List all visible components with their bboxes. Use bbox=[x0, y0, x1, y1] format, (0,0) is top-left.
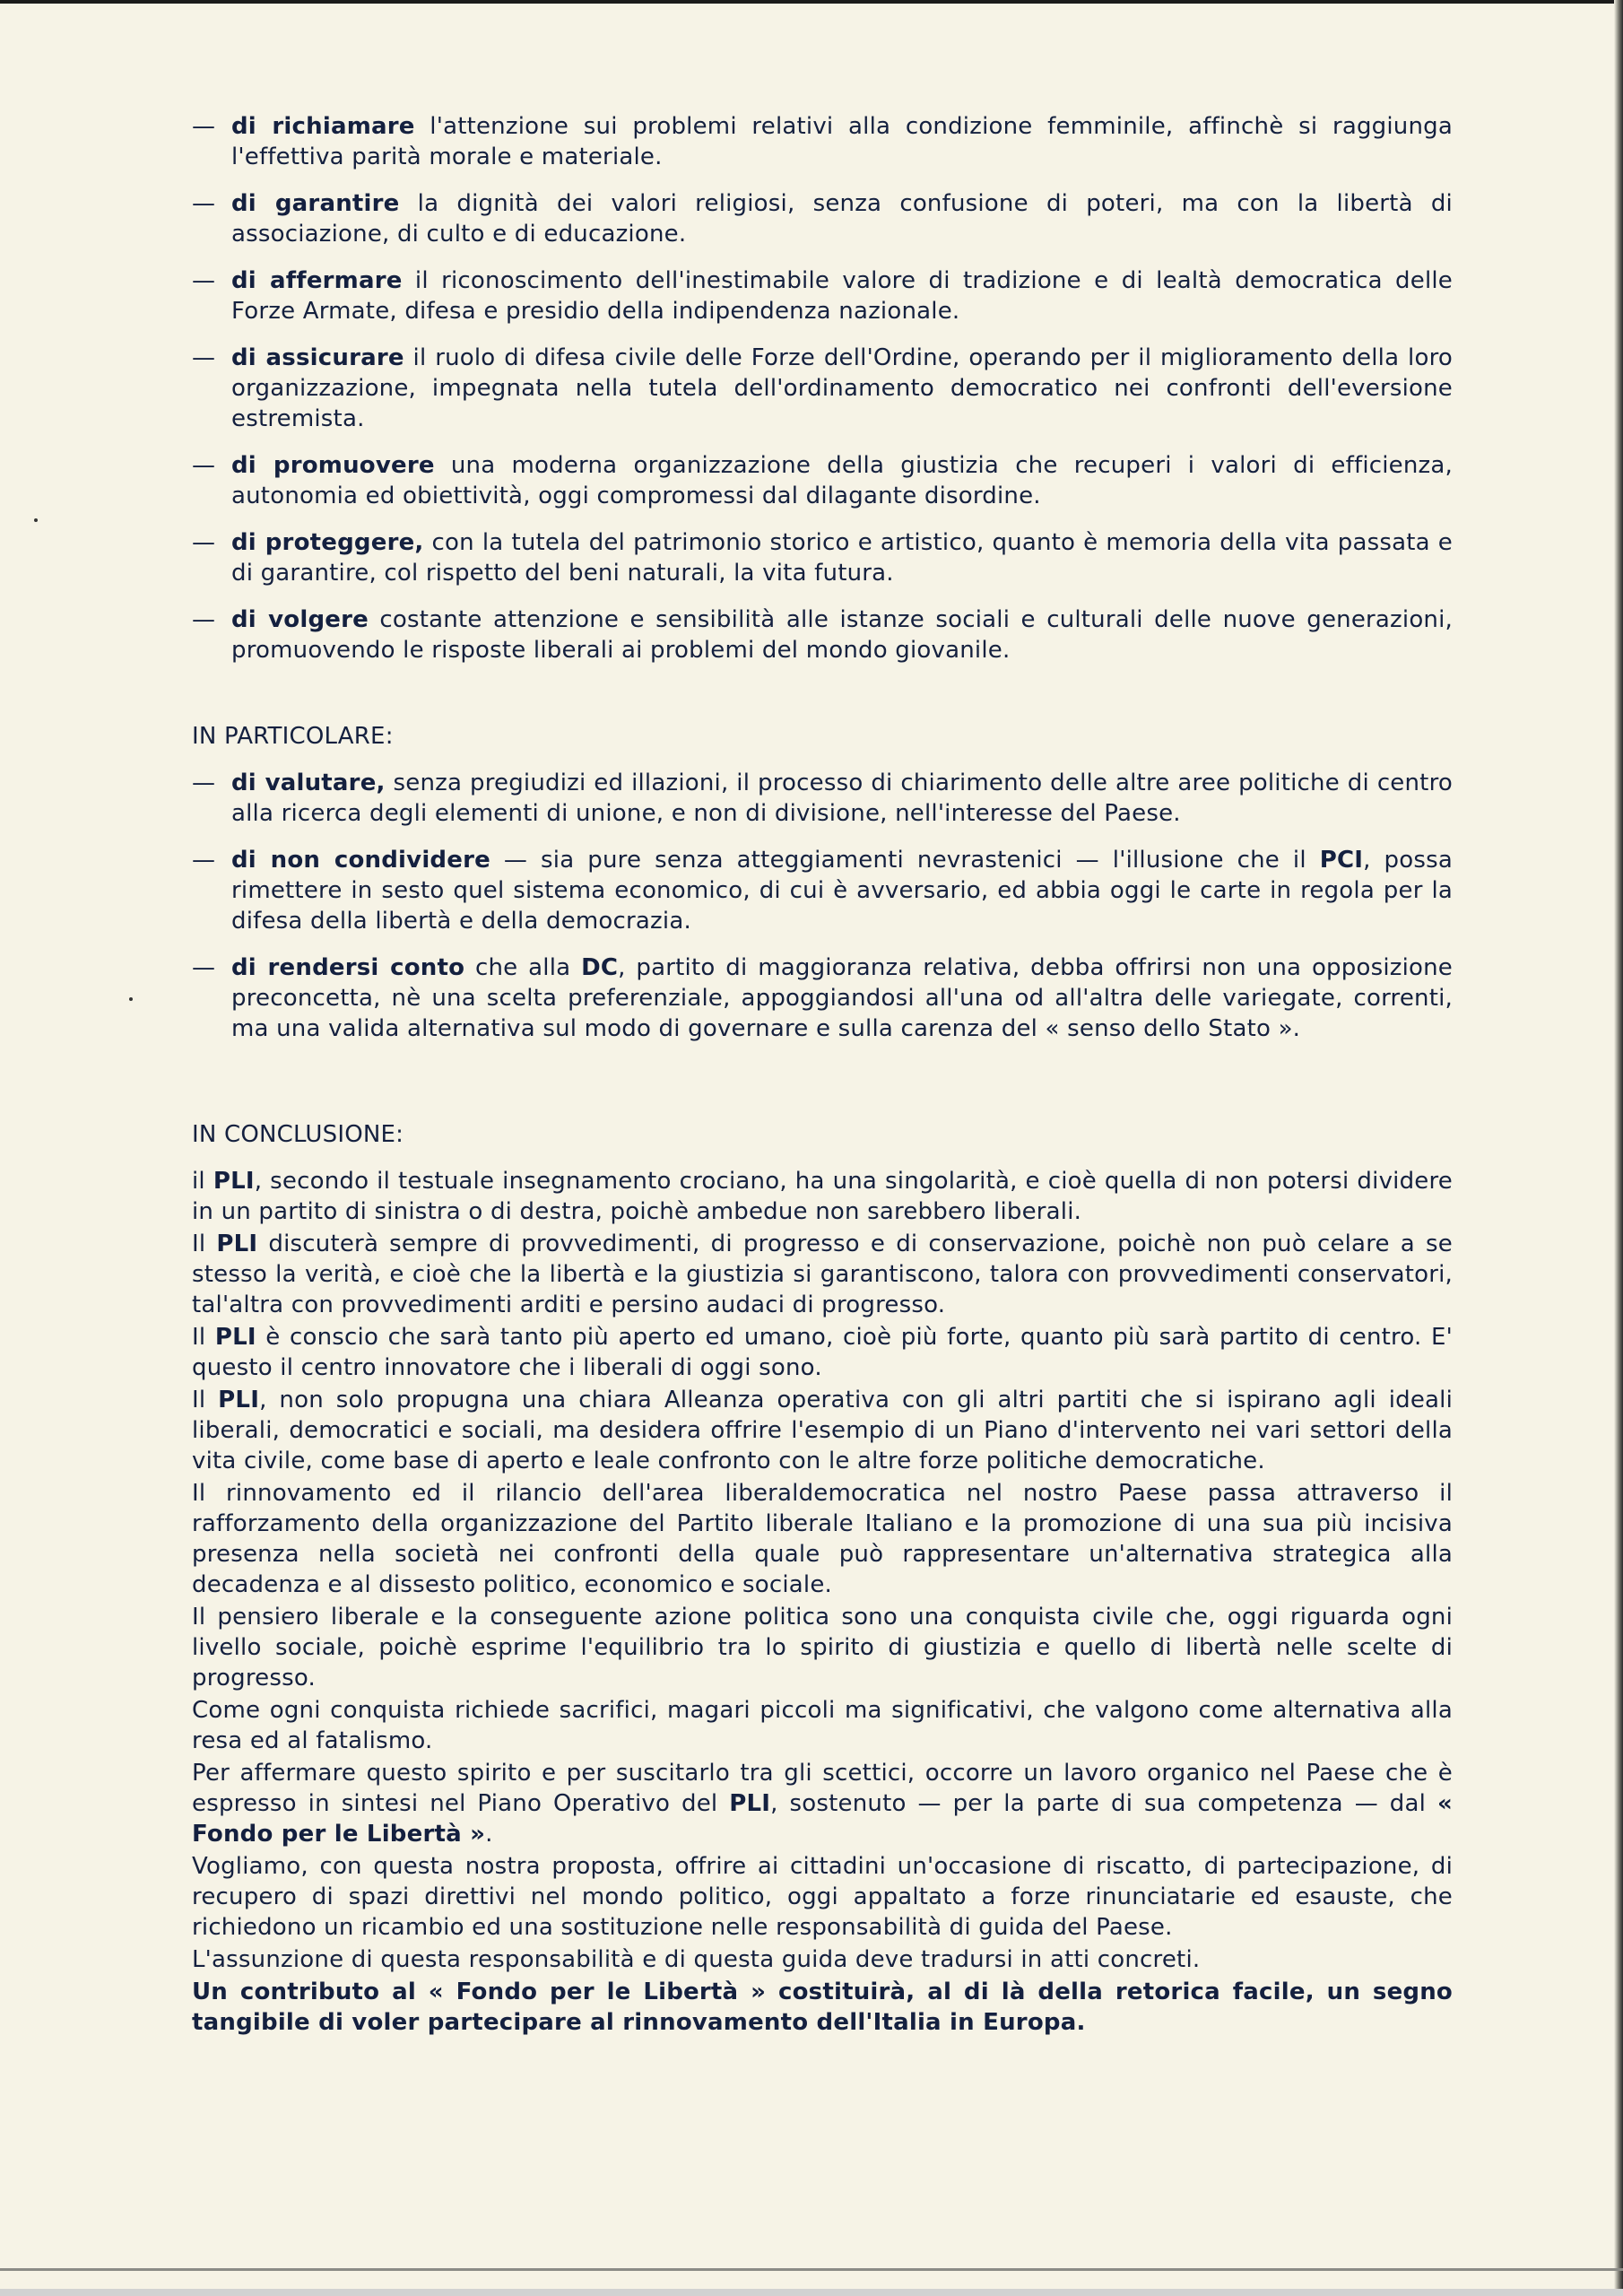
paragraph bbox=[192, 1758, 1453, 1849]
list-item bbox=[192, 768, 1453, 829]
text-run: Il bbox=[192, 1231, 217, 1257]
item-text: senza pregiudizi ed illazioni, il processo di chiarimento delle altre aree politiche di centro alla ricerca degli elementi di unione, e non di divisione, nell'interesse del Paese. bbox=[231, 770, 1454, 827]
party-name: PCI bbox=[1319, 847, 1364, 874]
list-item bbox=[192, 952, 1453, 1044]
item-keyword: di proteggere, bbox=[231, 529, 424, 556]
paragraph bbox=[192, 1322, 1453, 1383]
page-top-edge bbox=[0, 0, 1623, 4]
section-heading-particolare: IN PARTICOLARE: bbox=[192, 723, 394, 750]
list-item bbox=[192, 343, 1453, 434]
item-text: — sia pure senza atteggiamenti nevrastenici — l'illusione che il bbox=[490, 847, 1320, 874]
dash-mark: — bbox=[192, 267, 216, 294]
item-keyword: di rendersi conto bbox=[231, 954, 465, 981]
list-item bbox=[192, 845, 1453, 936]
item-text: costante attenzione e sensibilità alle istanze sociali e culturali delle nuove generazioni, promuovendo le risposte liberali ai problemi del mondo giovanile. bbox=[231, 606, 1453, 664]
paragraph bbox=[192, 1166, 1453, 1227]
list-item bbox=[192, 527, 1453, 588]
items-list bbox=[192, 111, 1453, 665]
party-name: PLI bbox=[729, 1790, 771, 1817]
party-name: DC bbox=[581, 954, 619, 981]
dash-mark: — bbox=[192, 606, 216, 633]
item-keyword: di affermare bbox=[231, 267, 403, 294]
item-keyword: di garantire bbox=[231, 190, 400, 217]
section-heading-conclusione: IN CONCLUSIONE: bbox=[192, 1121, 404, 1148]
party-name: PLI bbox=[216, 1231, 258, 1257]
text-run: Il bbox=[192, 1387, 219, 1413]
conclusione-text bbox=[192, 1166, 1453, 2038]
text-run: . bbox=[485, 1821, 493, 1848]
item-text: il riconoscimento dell'inestimabile valore di tradizione e di lealtà democratica delle Forze Armate, difesa e presidio della indipendenza nazionale. bbox=[231, 267, 1453, 325]
text-run: discuterà sempre di provvedimenti, di progresso e di conservazione, poichè non può celare a se stesso la verità, e cioè che la libertà e la giustizia si garantiscono, talora con provvedimenti conservatori, tal'altra con provvedimenti arditi e persino audaci di progresso. bbox=[192, 1231, 1453, 1318]
paragraph bbox=[192, 1385, 1453, 1476]
paragraph: L'assunzione di questa responsabilità e di questa guida deve tradursi in atti concreti. bbox=[192, 1946, 1201, 1973]
dash-mark: — bbox=[192, 847, 216, 874]
fund-name: « Fondo per le Libertà » bbox=[192, 1790, 1453, 1848]
list-item bbox=[192, 265, 1453, 326]
list-item bbox=[192, 188, 1453, 249]
dash-mark: — bbox=[192, 190, 216, 217]
item-text: con la tutela del patrimonio storico e artistico, quanto è memoria della vita passata e di garantire, col rispetto del beni naturali, la vita futura. bbox=[231, 529, 1453, 587]
list-item bbox=[192, 111, 1453, 172]
item-keyword: di assicurare bbox=[231, 344, 404, 371]
item-keyword: di valutare, bbox=[231, 770, 386, 796]
item-text: la dignità dei valori religiosi, senza confusione di poteri, ma con la libertà di associazione, di culto e di educazione. bbox=[231, 190, 1453, 248]
paragraph: Vogliamo, con questa nostra proposta, offrire ai cittadini un'occasione di riscatto, di partecipazione, di recupero di spazi direttivi nel mondo politico, oggi appaltato a forze rinunciatarie ed esauste, che richiedono un ricambio ed una sostituzione nelle responsabilità di guida del Paese. bbox=[192, 1853, 1453, 1941]
document-body bbox=[192, 111, 1453, 2039]
dash-mark: — bbox=[192, 113, 216, 140]
party-name: PLI bbox=[213, 1168, 255, 1195]
particolare-list bbox=[192, 768, 1453, 1044]
dash-mark: — bbox=[192, 344, 216, 371]
list-item bbox=[192, 604, 1453, 665]
margin-speck bbox=[34, 518, 38, 522]
party-name: PLI bbox=[218, 1387, 260, 1413]
page-bottom-rule bbox=[0, 2268, 1623, 2271]
dash-mark: — bbox=[192, 452, 216, 479]
margin-speck bbox=[129, 997, 133, 1001]
item-text: l'attenzione sui problemi relativi alla condizione femminile, affinchè si raggiunga l'effettiva parità morale e materiale. bbox=[231, 113, 1453, 170]
page-bottom-edge bbox=[0, 2289, 1623, 2296]
dash-mark: — bbox=[192, 770, 216, 796]
closing-statement: Un contributo al « Fondo per le Libertà » costituirà, al di là della retorica facile, un segno tangibile di voler partecipare al rinnovamento dell'Italia in Europa. bbox=[192, 1979, 1453, 2036]
paragraph: Il pensiero liberale e la conseguente azione politica sono una conquista civile che, oggi riguarda ogni livello sociale, poichè esprime l'equilibrio tra lo spirito di giustizia e quello di libertà nelle scelte di progresso. bbox=[192, 1604, 1453, 1692]
item-keyword: di promuovere bbox=[231, 452, 435, 479]
item-keyword: di richiamare bbox=[231, 113, 415, 140]
item-text: , possa rimettere in sesto quel sistema economico, di cui è avversario, ed abbia oggi le carte in regola per la difesa della libertà e della democrazia. bbox=[231, 847, 1453, 935]
text-run: , non solo propugna una chiara Alleanza operativa con gli altri partiti che si ispirano agli ideali liberali, democratici e sociali, ma desidera offrire l'esempio di un Piano d'intervento nei vari settori della vita civile, come base di aperto e leale confronto con le altre forze politiche democratiche. bbox=[192, 1387, 1453, 1474]
text-run: Per affermare questo spirito e per suscitarlo tra gli scettici, occorre un lavoro organico nel Paese che è espresso in sintesi nel Piano Operativo del bbox=[192, 1760, 1453, 1817]
item-text: , partito di maggioranza relativa, debba offrirsi non una opposizione preconcetta, nè una scelta preferenziale, appoggiandosi all'una od all'altra delle variegate, correnti, ma una valida alternativa sul modo di governare e sulla carenza del « senso dello Stato ». bbox=[231, 954, 1453, 1042]
item-text: una moderna organizzazione della giustizia che recuperi i valori di efficienza, autonomia ed obiettività, oggi compromessi dal dilagante disordine. bbox=[231, 452, 1453, 509]
item-text: che alla bbox=[464, 954, 582, 981]
item-keyword: di volgere bbox=[231, 606, 369, 633]
item-text: il ruolo di difesa civile delle Forze dell'Ordine, operando per il miglioramento della loro organizzazione, impegnata nella tutela dell'ordinamento democratico nei confronti dell'eversione estremista. bbox=[231, 344, 1453, 432]
text-run: , secondo il testuale insegnamento crociano, ha una singolarità, e cioè quella di non potersi dividere in un partito di sinistra o di destra, poichè ambedue non sarebbero liberali. bbox=[192, 1168, 1453, 1225]
item-keyword: di non condividere bbox=[231, 847, 490, 874]
party-name: PLI bbox=[214, 1324, 256, 1351]
text-run: , sostenuto — per la parte di sua competenza — dal bbox=[770, 1790, 1437, 1817]
paragraph bbox=[192, 1229, 1453, 1320]
text-run: Il bbox=[192, 1324, 215, 1351]
text-run: è conscio che sarà tanto più aperto ed umano, cioè più forte, quanto più sarà partito di centro. E' questo il centro innovatore che i liberali di oggi sono. bbox=[192, 1324, 1453, 1381]
text-run: il bbox=[192, 1168, 213, 1195]
page-right-edge bbox=[1614, 0, 1623, 2296]
dash-mark: — bbox=[192, 529, 216, 556]
dash-mark: — bbox=[192, 954, 216, 981]
paragraph: Come ogni conquista richiede sacrifici, magari piccoli ma significativi, che valgono come alternativa alla resa ed al fatalismo. bbox=[192, 1697, 1453, 1754]
list-item bbox=[192, 450, 1453, 511]
paragraph: Il rinnovamento ed il rilancio dell'area liberaldemocratica nel nostro Paese passa attraverso il rafforzamento della organizzazione del Partito liberale Italiano e la promozione di una sua più incisiva presenza nella società nei confronti della quale può rappresentare un'alternativa strategica alla decadenza e al dissesto politico, economico e sociale. bbox=[192, 1480, 1453, 1598]
